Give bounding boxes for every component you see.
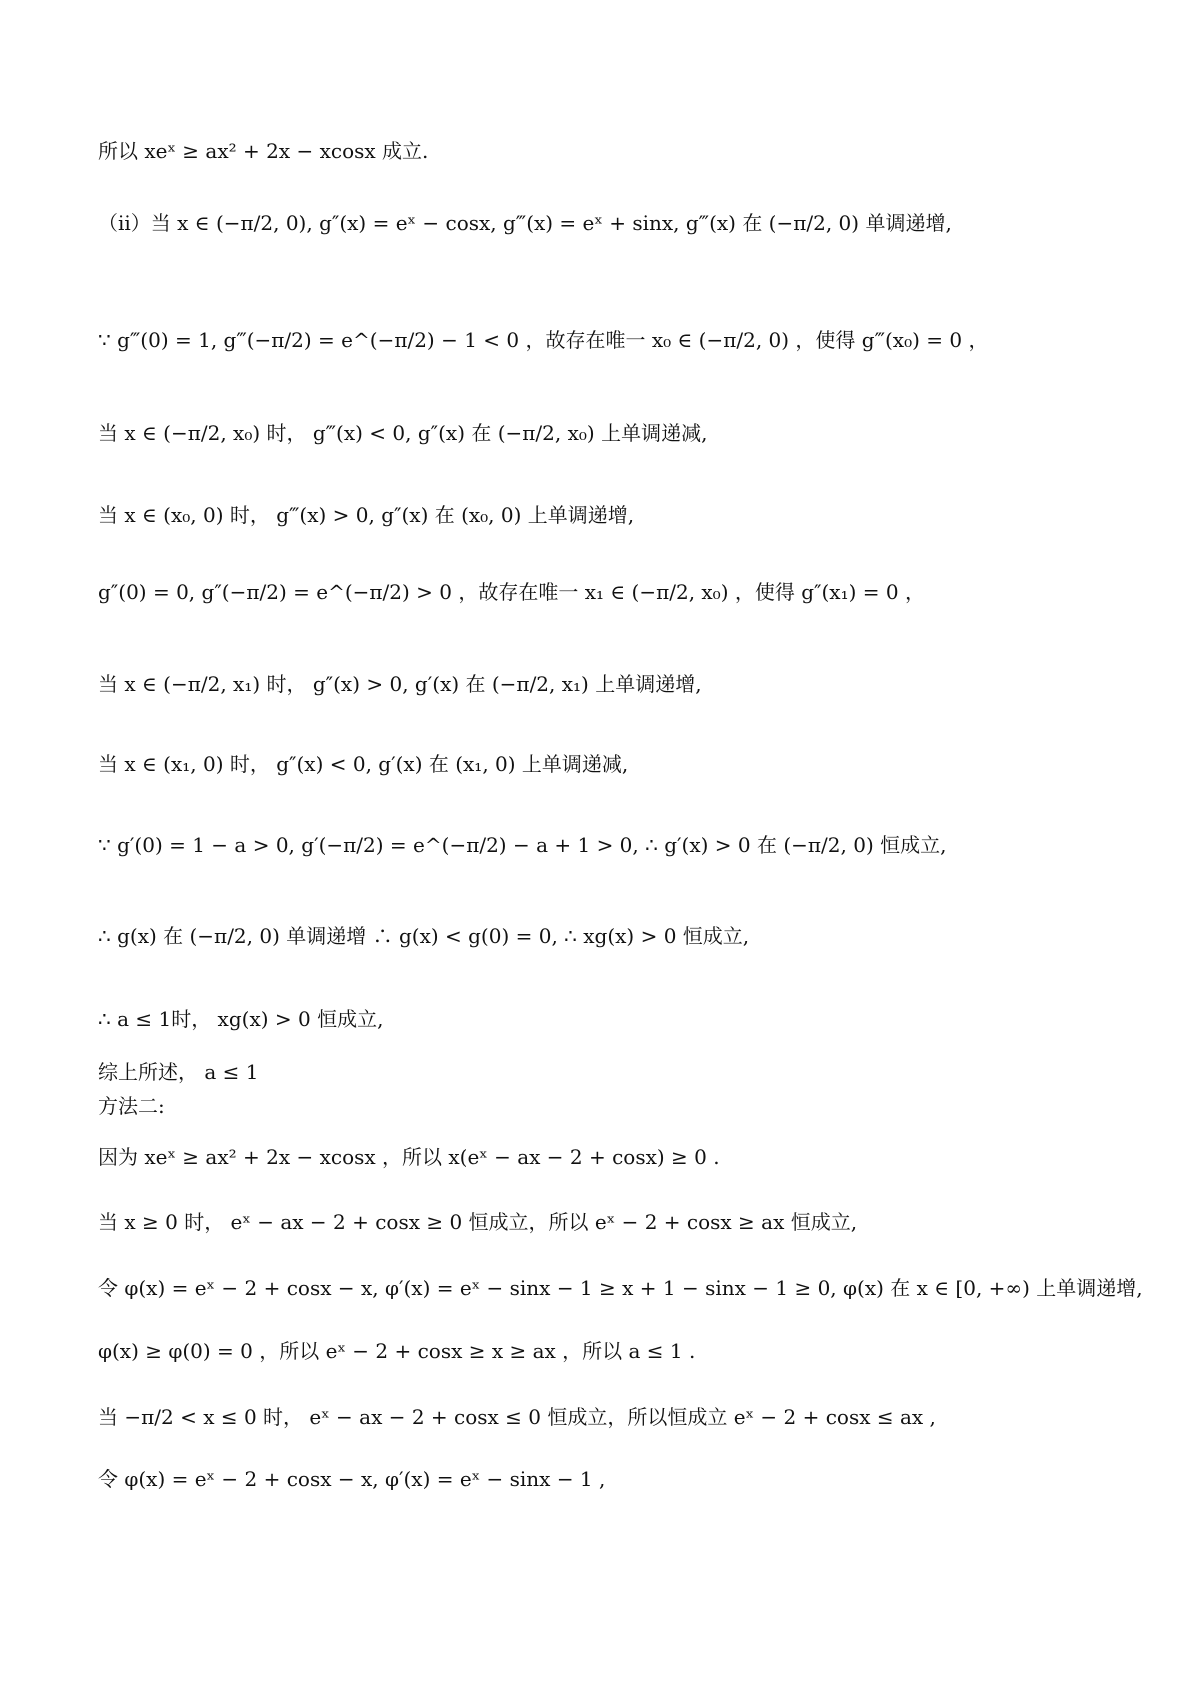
text-line: 令 φ(x) = eˣ − 2 + cosx − x, φ′(x) = eˣ − sinx − 1 , [98, 1467, 606, 1491]
text-line: 所以 xeˣ ≥ ax² + 2x − xcosx 成立. [98, 139, 429, 163]
text-line: 综上所述， a ≤ 1 [98, 1060, 259, 1084]
text-line: 方法二: [98, 1094, 165, 1118]
text-line: 当 x ∈ (−π/2, x₁) 时， g″(x) > 0, g′(x) 在 (−π/2, x₁) 上单调递增, [98, 672, 702, 696]
text-line: 当 x ∈ (x₀, 0) 时， g‴(x) > 0, g″(x) 在 (x₀, 0) 上单调递增, [98, 503, 635, 527]
text-line: （ii）当 x ∈ (−π/2, 0), g″(x) = eˣ − cosx, g‴(x) = eˣ + sinx, g‴(x) 在 (−π/2, 0) 单调递增, [98, 211, 952, 235]
text-line: 当 x ≥ 0 时， eˣ − ax − 2 + cosx ≥ 0 恒成立，所以 eˣ − 2 + cosx ≥ ax 恒成立, [98, 1210, 858, 1234]
text-line: 因为 xeˣ ≥ ax² + 2x − xcosx ，所以 x(eˣ − ax − 2 + cosx) ≥ 0 . [98, 1145, 720, 1169]
text-line: φ(x) ≥ φ(0) = 0 ，所以 eˣ − 2 + cosx ≥ x ≥ ax ，所以 a ≤ 1 . [98, 1339, 696, 1363]
text-line: ∵ g‴(0) = 1, g‴(−π/2) = e^(−π/2) − 1 < 0 ，故存在唯一 x₀ ∈ (−π/2, 0) ，使得 g‴(x₀) = 0 ， [98, 328, 989, 352]
text-line: 当 −π/2 < x ≤ 0 时， eˣ − ax − 2 + cosx ≤ 0 恒成立，所以恒成立 eˣ − 2 + cosx ≤ ax , [98, 1405, 936, 1429]
text-line: ∴ g(x) 在 (−π/2, 0) 单调递增 ∴ g(x) < g(0) = 0, ∴ xg(x) > 0 恒成立, [98, 924, 750, 948]
text-line: 当 x ∈ (−π/2, x₀) 时， g‴(x) < 0, g″(x) 在 (−π/2, x₀) 上单调递减, [98, 421, 708, 445]
text-line: 当 x ∈ (x₁, 0) 时， g″(x) < 0, g′(x) 在 (x₁, 0) 上单调递减, [98, 752, 629, 776]
text-line: ∵ g′(0) = 1 − a > 0, g′(−π/2) = e^(−π/2) − a + 1 > 0, ∴ g′(x) > 0 在 (−π/2, 0) 恒成立, [98, 833, 947, 857]
text-line: 令 φ(x) = eˣ − 2 + cosx − x, φ′(x) = eˣ − sinx − 1 ≥ x + 1 − sinx − 1 ≥ 0, φ(x) 在 x ∈ [0, +∞) 上单调递增, [98, 1276, 1143, 1300]
text-line: ∴ a ≤ 1时， xg(x) > 0 恒成立, [98, 1007, 384, 1031]
text-line: g″(0) = 0, g″(−π/2) = e^(−π/2) > 0 ，故存在唯一 x₁ ∈ (−π/2, x₀) ，使得 g″(x₁) = 0 ， [98, 580, 925, 604]
